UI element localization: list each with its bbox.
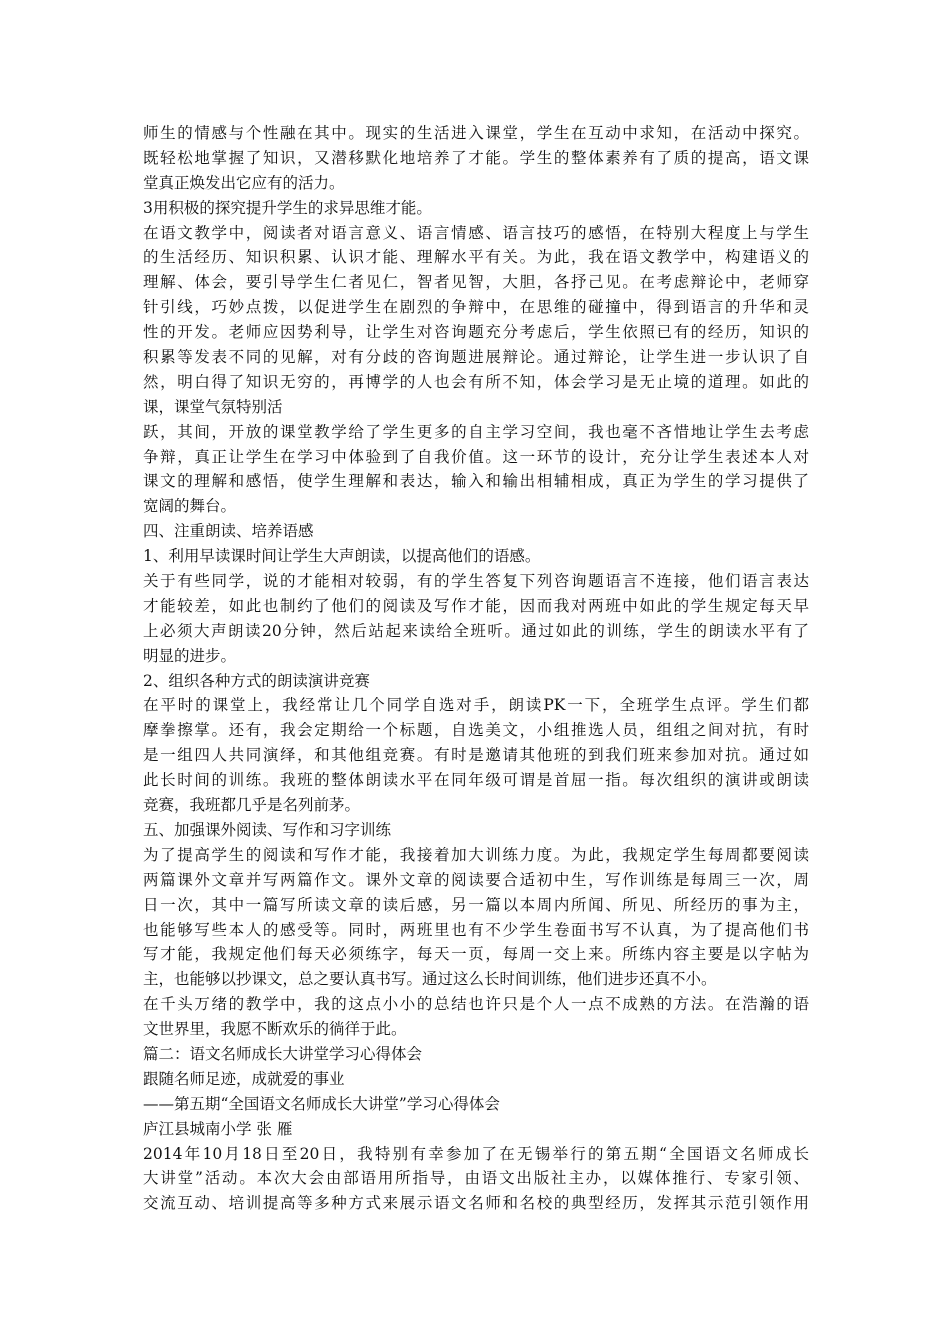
text-line: 摩拳擦掌。还有，我会定期给一个标题，自选美文，小组推选人员，组组之间对抗，有时 — [143, 721, 809, 740]
text-line: 也能够写些本人的感受等。同时，两班里也有不少学生卷面书写不认真，为了提高他们书 — [143, 920, 809, 939]
text-line: 写才能，我规定他们每天必须练字，每天一页，每周一交上来。所练内容主要是以字帖为 — [143, 945, 809, 964]
text-line: 两篇课外文章并写两篇作文。课外文章的阅读要合适初中生，写作训练是每周三一次，周 — [143, 870, 809, 889]
text-line: 理解、体会，要引导学生仁者见仁，智者见智，大胆，各抒己见。在考虑辩论中，老师穿 — [143, 273, 809, 292]
text-line: 2、组织各种方式的朗读演讲竞赛 — [143, 671, 370, 690]
text-line: 宽阔的舞台。 — [143, 497, 237, 516]
text-line: 堂真正焕发出它应有的活力。 — [143, 173, 345, 192]
text-line: 明显的进步。 — [143, 646, 237, 665]
text-line: 竞赛，我班都几乎是名列前茅。 — [143, 796, 361, 815]
text-line: 争辩，真正让学生在学习中体验到了自我价值。这一环节的设计，充分让学生表述本人对 — [143, 447, 809, 466]
text-line: 文世界里，我愿不断欢乐的徜徉于此。 — [143, 1020, 407, 1039]
text-line: 此长时间的训练。我班的整体朗读水平在同年级可谓是首屈一指。每次组织的演讲或朗读 — [143, 771, 809, 790]
text-line: 性的开发。老师应因势利导，让学生对咨询题充分考虑后，学生依照已有的经历，知识的 — [143, 323, 809, 342]
text-line: 在平时的课堂上，我经常让几个同学自选对手，朗读PK一下，全班学生点评。学生们都 — [143, 696, 809, 715]
text-line: 跃，其间，开放的课堂教学给了学生更多的自主学习空间，我也毫不吝惜地让学生去考虑 — [143, 422, 809, 441]
text-line: 积累等发表不同的见解，对有分歧的咨询题进展辩论。通过辩论，让学生进一步认识了自 — [143, 348, 809, 367]
text-line: 大讲堂”活动。本次大会由部语用所指导，由语文出版社主办，以媒体推行、专家引领、 — [143, 1169, 809, 1188]
text-line: 庐江县城南小学 张 雁 — [143, 1119, 293, 1138]
text-line: 然，明白得了知识无穷的，再博学的人也会有所不知，体会学习是无止境的道理。如此的 — [143, 372, 809, 391]
text-line: 在千头万绪的教学中，我的这点小小的总结也许只是个人一点不成熟的方法。在浩瀚的语 — [143, 995, 809, 1014]
text-line: 课文的理解和感悟，使学生理解和表达，输入和输出相辅相成，真正为学生的学习提供了 — [143, 472, 809, 491]
text-line: 篇二：语文名师成长大讲堂学习心得体会 — [143, 1044, 423, 1063]
text-line: 交流互动、培训提高等多种方式来展示语文名师和名校的典型经历，发挥其示范引领作用 — [143, 1194, 809, 1213]
text-line: 3用积极的探究提升学生的求异思维才能。 — [143, 198, 432, 217]
text-line: 课，课堂气氛特别活 — [143, 397, 283, 416]
document-body — [143, 121, 809, 1216]
text-line: 关于有些同学，说的才能相对较弱，有的学生答复下列咨询题语言不连接，他们语言表达 — [143, 572, 809, 591]
text-line: 在语文教学中，阅读者对语言意义、语言情感、语言技巧的感悟，在特别大程度上与学生 — [143, 223, 809, 242]
text-line: 既轻松地掌握了知识，又潜移默化地培养了才能。学生的整体素养有了质的提高，语文课 — [143, 148, 809, 167]
text-line: 四、注重朗读、培养语感 — [143, 522, 314, 541]
text-line: 的生活经历、知识积累、认识才能、理解水平有关。为此，我在语文教学中，构建语义的 — [143, 248, 809, 267]
text-line: 师生的情感与个性融在其中。现实的生活进入课堂，学生在互动中求知，在活动中探究。 — [143, 124, 809, 142]
text-line: 1、利用早读课时间让学生大声朗读，以提高他们的语感。 — [143, 547, 541, 566]
text-line: 日一次，其中一篇写所读文章的读后感，另一篇以本周内所闻、所见、所经历的事为主， — [143, 895, 809, 914]
text-line: 上必须大声朗读20分钟，然后站起来读给全班听。通过如此的训练，学生的朗读水平有了 — [143, 621, 809, 640]
text-line: 跟随名师足迹，成就爱的事业 — [143, 1069, 345, 1088]
text-line: 针引线，巧妙点拨，以促进学生在剧烈的争辩中，在思维的碰撞中，得到语言的升华和灵 — [143, 298, 809, 317]
text-line: 才能较差，如此也制约了他们的阅读及写作才能，因而我对两班中如此的学生规定每天早 — [143, 596, 809, 615]
text-line: 为了提高学生的阅读和写作才能，我接着加大训练力度。为此，我规定学生每周都要阅读 — [143, 845, 809, 864]
text-line: 主，也能够以抄课文，总之要认真书写。通过这么长时间训练，他们进步还真不小。 — [143, 970, 717, 989]
text-line: 是一组四人共同演绎，和其他组竞赛。有时是邀请其他班的到我们班来参加对抗。通过如 — [143, 746, 809, 765]
text-line: ——第五期“全国语文名师成长大讲堂”学习心得体会 — [143, 1094, 500, 1113]
text-line: 五、加强课外阅读、写作和习字训练 — [143, 820, 392, 839]
text-line: 2014年10月18日至20日，我特别有幸参加了在无锡举行的第五期“全国语文名师成长 — [143, 1144, 809, 1163]
